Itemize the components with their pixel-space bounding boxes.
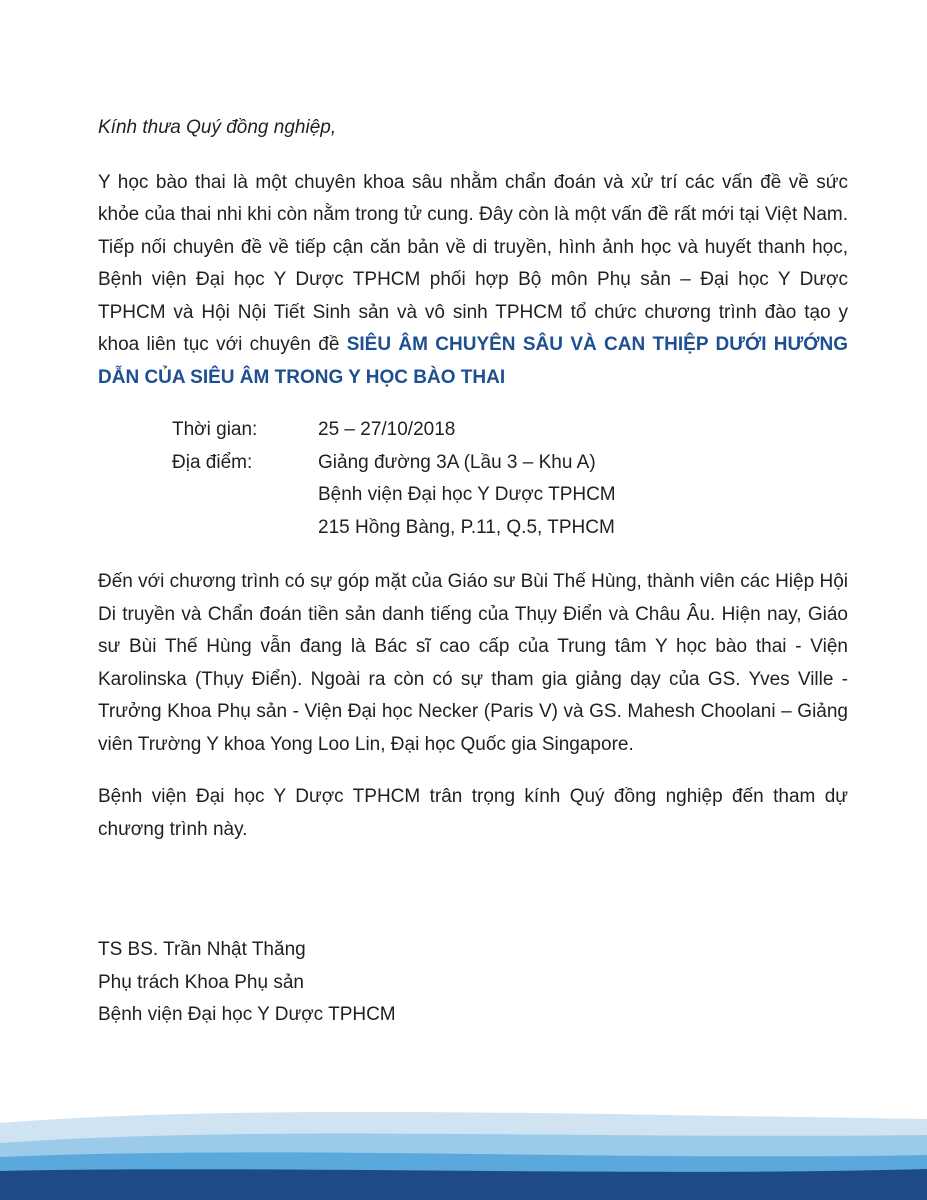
signer-position: Phụ trách Khoa Phụ sản [98,971,304,993]
signer-name: TS BS. Trần Nhật Thăng [98,939,306,960]
place-label: Địa điểm: [172,451,253,473]
time-value: 25 – 27/10/2018 [318,419,456,440]
event-details [172,414,848,544]
signature-block [98,934,848,1032]
wave-dark-band [0,1169,927,1200]
time-label: Thời gian: [172,419,258,440]
signer-organization: Bệnh viện Đại học Y Dược TPHCM [98,1004,396,1025]
invitation-paragraph: Bệnh viện Đại học Y Dược TPHCM trân trọng kính Quý đồng nghiệp đến tham dự chương trình này. [98,786,848,840]
salutation: Kính thưa Quý đồng nghiệp, [98,117,337,138]
guests-paragraph: Đến với chương trình có sự góp mặt của Giáo sư Bùi Thế Hùng, thành viên các Hiệp Hội Di truyền và Chẩn đoán tiền sản danh tiếng của Thụy Điển và Châu Âu. Hiện nay, Giáo sư Bùi Thế Hùng vẫn đang là Bác sĩ cao cấp của Trung tâm Y học bào thai - Viện Karolinska (Thụy Điển). Ngoài ra còn có sự tham gia giảng dạy của GS. Yves Ville - Trưởng Khoa Phụ sản - Viện Đại học Necker (Paris V) và GS. Mahesh Choolani – Giảng viên Trường Y khoa Yong Loo Lin, Đại học Quốc gia Singapore. [98,571,848,755]
letter-body [98,112,848,1032]
place-line: Giảng đường 3A (Lầu 3 – Khu A) [318,451,596,473]
place-line: Bệnh viện Đại học Y Dược TPHCM [318,484,616,505]
footer-wave [0,1105,927,1200]
place-line: 215 Hồng Bàng, P.11, Q.5, TPHCM [318,516,615,538]
program-title: SIÊU ÂM CHUYÊN SÂU VÀ CAN THIỆP DƯỚI HƯỚNG DẪN CỦA SIÊU ÂM TRONG Y HỌC BÀO THAI [98,334,848,388]
intro-paragraph [98,167,848,395]
intro-text: Y học bào thai là một chuyên khoa sâu nhằm chẩn đoán và xử trí các vấn đề về sức khỏe của thai nhi khi còn nằm trong tử cung. Đây còn là một vấn đề rất mới tại Việt Nam. Tiếp nối chuyên đề về tiếp cận căn bản về di truyền, hình ảnh học và huyết thanh học, Bệnh viện Đại học Y Dược TPHCM phối hợp Bộ môn Phụ sản – Đại học Y Dược TPHCM và Hội Nội Tiết Sinh sản và vô sinh TPHCM tổ chức chương trình đào tạo y khoa liên tục với chuyên đề [98,171,848,355]
